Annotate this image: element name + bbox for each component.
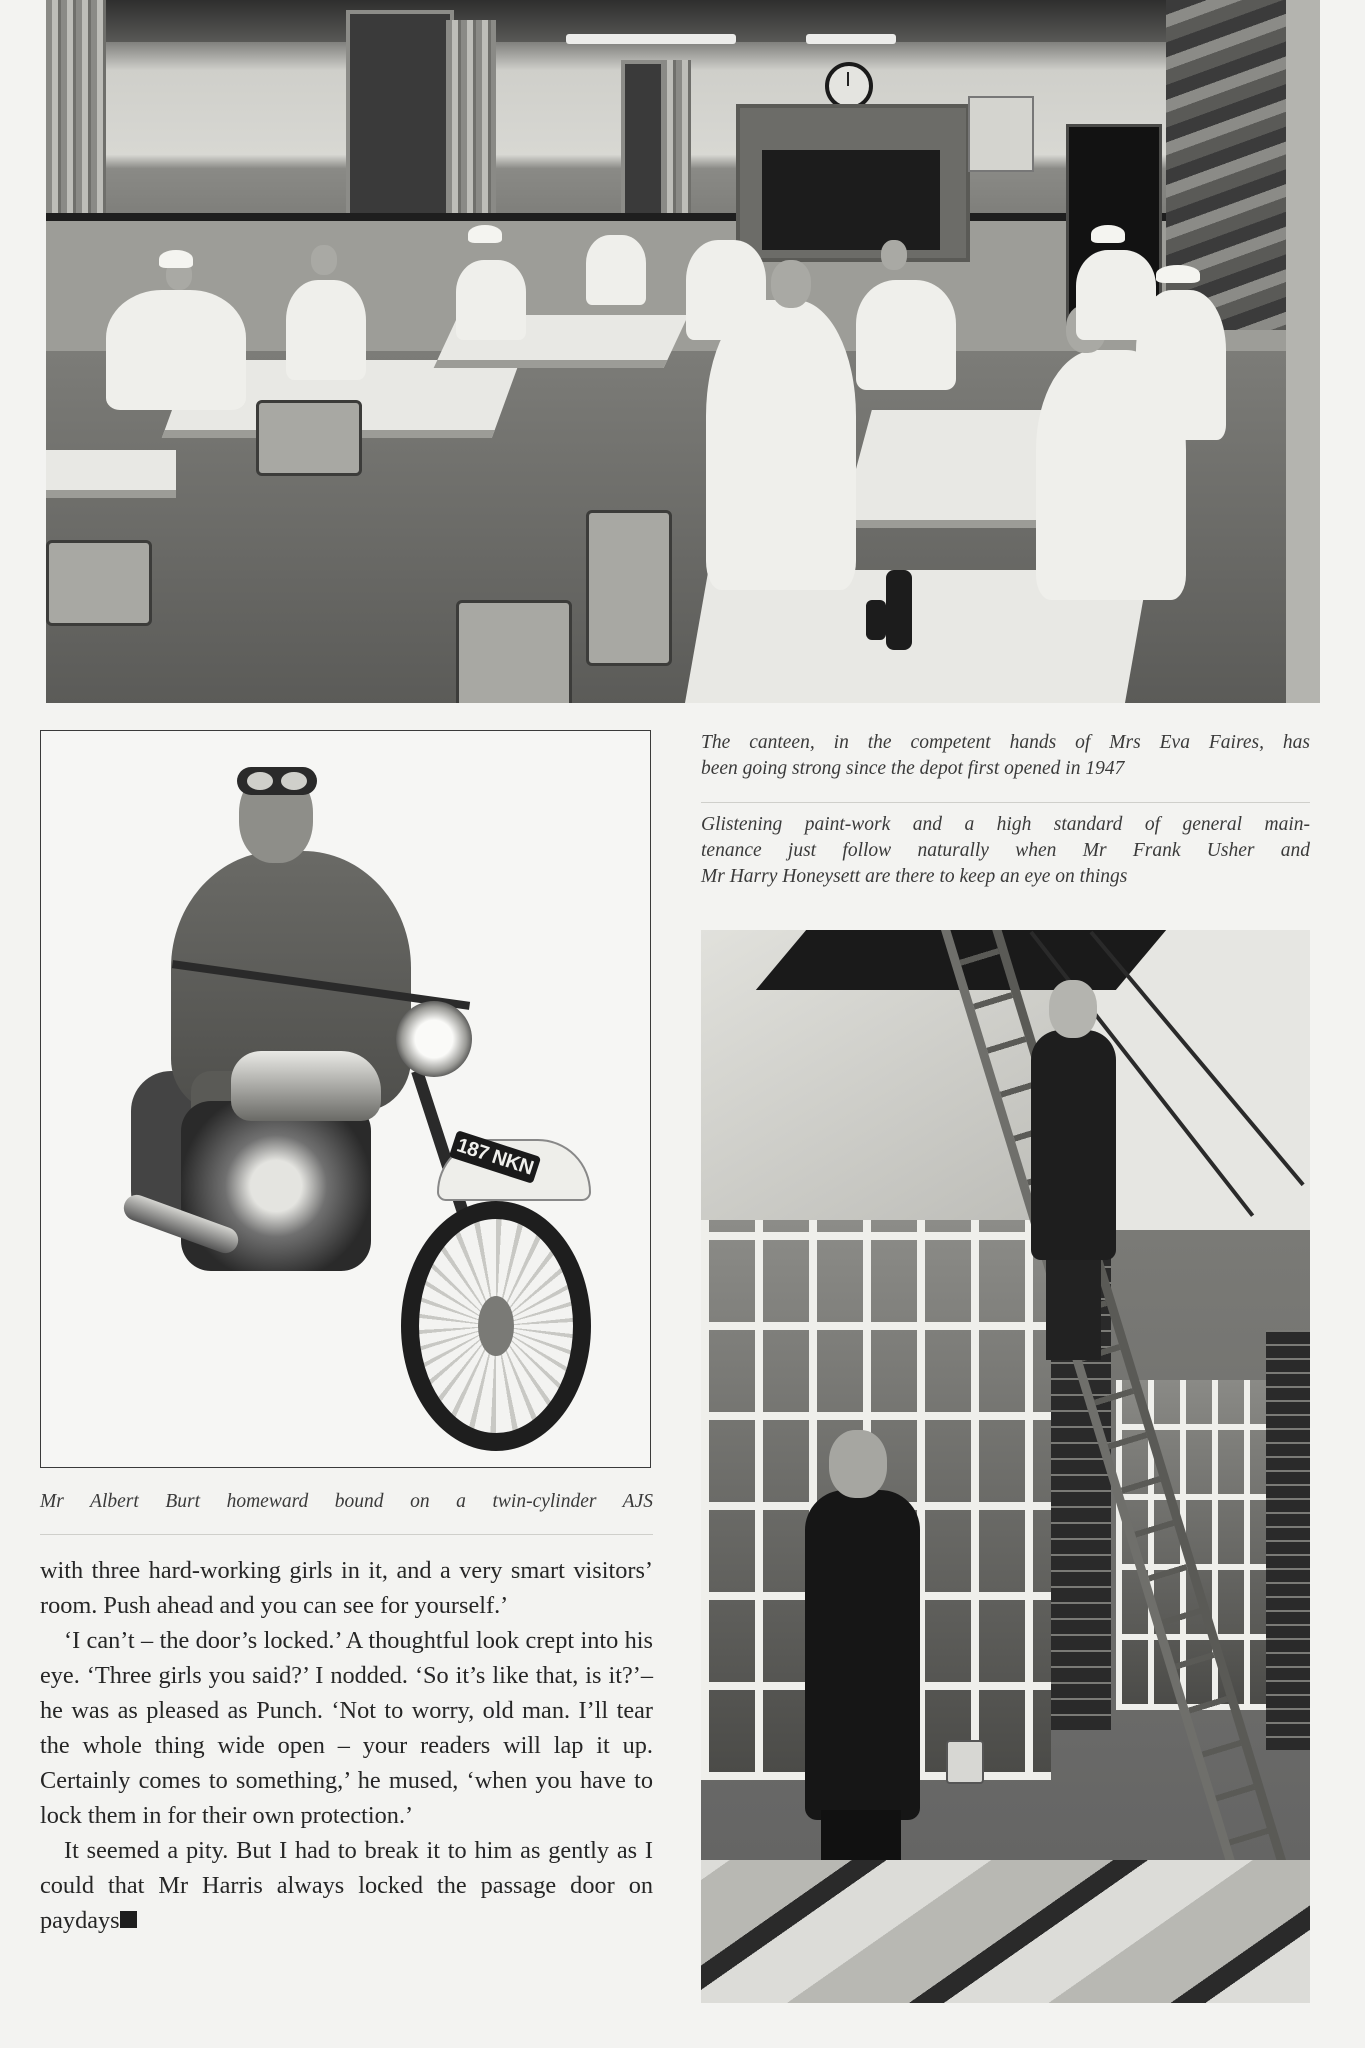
- scaffold-planks: [701, 1860, 1310, 2003]
- goggles-icon: [237, 767, 317, 795]
- wheel-hub: [478, 1296, 514, 1356]
- worker-head: [881, 240, 907, 270]
- right-wall: [1286, 0, 1320, 703]
- end-mark-icon: [120, 1911, 137, 1928]
- man-on-ladder-legs: [1046, 1250, 1101, 1360]
- fuel-tank: [231, 1051, 381, 1121]
- headlamp: [396, 1001, 472, 1077]
- canteen-photo: [46, 0, 1320, 703]
- maintenance-caption-line-1: Glistening paint-work and a high standard of general main-: [701, 814, 1310, 835]
- man-with-brush-head: [829, 1430, 887, 1498]
- man-on-ladder-head: [1049, 980, 1097, 1038]
- man-with-brush: [805, 1490, 920, 1820]
- article-paragraph-text: It seemed a pity. But I had to break it to him as gently as I could that Mr Harris always locked the passage door on paydays: [40, 1837, 653, 1934]
- worker: [106, 290, 246, 410]
- wall-frame: [968, 96, 1034, 172]
- wall-clock-icon: [825, 62, 873, 110]
- condiment-bottle: [866, 600, 886, 640]
- worker-head: [771, 260, 811, 308]
- canteen-caption-line-1: The canteen, in the competent hands of Mrs Eva Faires, has: [701, 732, 1310, 753]
- worker-cap: [1156, 265, 1200, 283]
- worker: [286, 280, 366, 380]
- maintenance-caption-line-3: Mr Harry Honeysett are there to keep an eye on things: [701, 866, 1128, 887]
- table: [46, 450, 176, 498]
- license-plate: 187 NKN: [449, 1130, 541, 1184]
- man-on-ladder: [1031, 1030, 1116, 1260]
- condiment-bottle: [886, 570, 912, 650]
- worker: [456, 260, 526, 340]
- motorcycle-photo: [40, 730, 651, 1468]
- curtain: [661, 60, 691, 230]
- article-paragraph: [40, 1833, 653, 1938]
- brick-pillar: [1266, 1330, 1310, 1750]
- caption-divider: [40, 1534, 653, 1535]
- maintenance-photo: [701, 930, 1310, 2003]
- serving-hatch: [736, 104, 970, 262]
- worker-cap: [468, 225, 502, 243]
- ceiling-lamp: [806, 34, 896, 44]
- worker-head: [311, 245, 337, 275]
- chair: [456, 600, 572, 703]
- article-paragraph: with three hard-working girls in it, and a very smart visitors’ room. Push ahead and you can see for yourself.’: [40, 1557, 653, 1619]
- worker-foreground: [706, 300, 856, 590]
- worker: [586, 235, 646, 305]
- worker: [856, 280, 956, 390]
- chair: [586, 510, 672, 666]
- worker-cap: [159, 250, 193, 268]
- chair: [46, 540, 152, 626]
- ceiling-lamp: [566, 34, 736, 44]
- paint-can-icon: [946, 1740, 984, 1784]
- article-paragraph: ‘I can’t – the door’s locked.’ A thoughtful look crept into his eye. ‘Three girls you said?’ I nodded. ‘So it’s like that, is it?’– he was as pleased as Punch. ‘Not to worry, old man. I’ll tear the whole thing wide open – your readers will lap it up. Certainly comes to something,’ he mused, ‘when you have to lock them in for their own protection.’: [40, 1627, 653, 1829]
- worker-cap: [1091, 225, 1125, 243]
- worker: [1136, 290, 1226, 440]
- motorcycle-caption: Mr Albert Burt homeward bound on a twin-cylinder AJS: [40, 1491, 653, 1512]
- maintenance-caption-line-2: tenance just follow naturally when Mr Frank Usher and: [701, 840, 1310, 861]
- chair: [256, 400, 362, 476]
- caption-divider: [701, 802, 1310, 803]
- canteen-caption-line-2: been going strong since the depot first opened in 1947: [701, 758, 1125, 779]
- article-body: [40, 1553, 653, 1938]
